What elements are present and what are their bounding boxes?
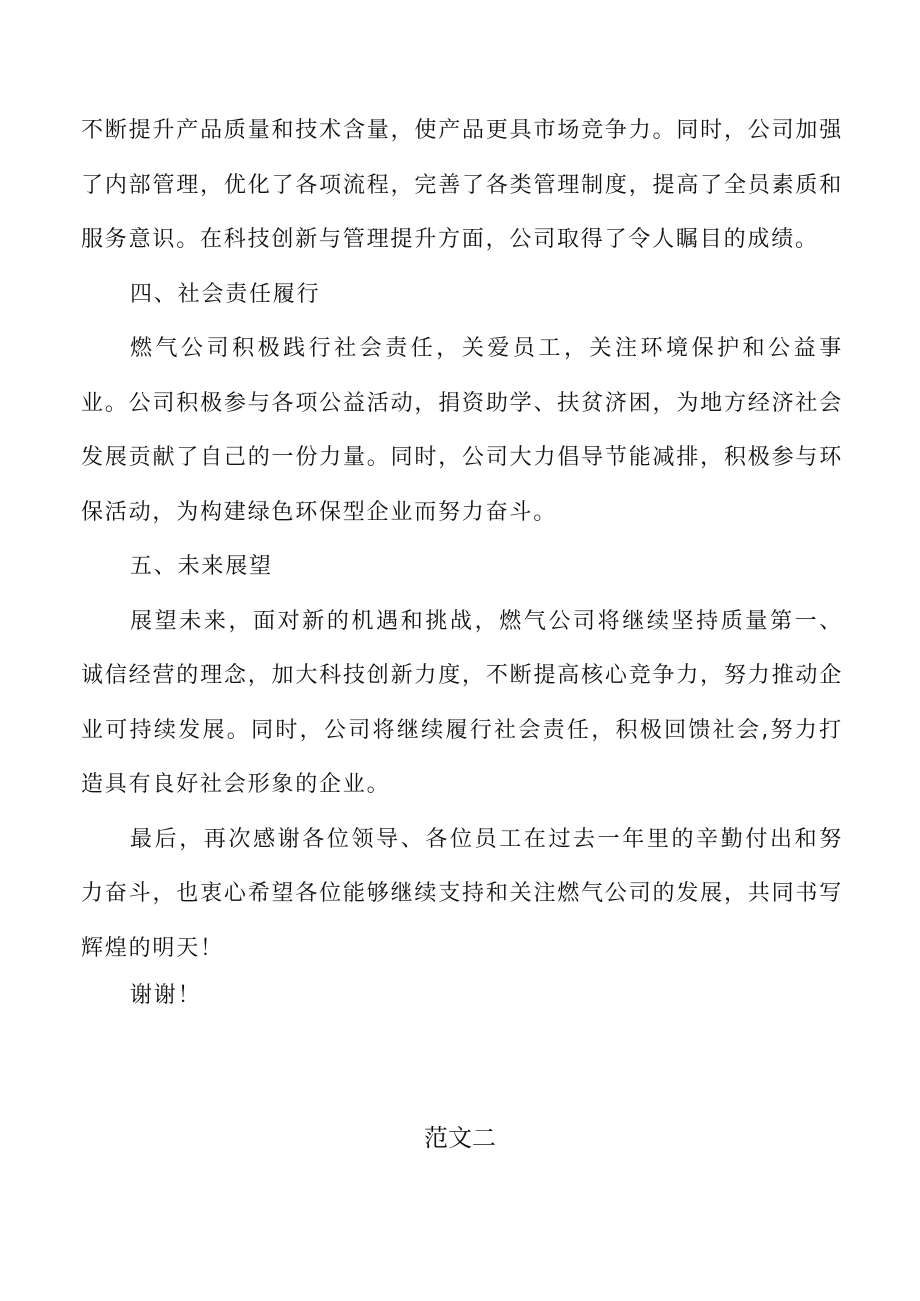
paragraph-future-outlook: 展望未来，面对新的机遇和挑战，燃气公司将继续坚持质量第一、诚信经营的理念，加大科技创新力度，不断提高核心竞争力，努力推动企业可持续发展。同时，公司将继续履行社会责任，积极回馈社会,努力打造具有良好社会形象的企业。 (81, 608, 843, 797)
paragraph-thank-you: 谢谢！ (130, 983, 202, 1008)
paragraph-closing-thanks: 最后，再次感谢各位领导、各位员工在过去一年里的辛勤付出和努力奋斗，也衷心希望各位能够继续支持和关注燃气公司的发展，共同书写辉煌的明天！ (81, 826, 843, 961)
sample-two-title: 范文二 (424, 1124, 496, 1152)
section-heading-future-outlook: 五、未来展望 (130, 554, 273, 579)
paragraph-management: 不断提升产品质量和技术含量，使产品更具市场竞争力。同时，公司加强了内部管理，优化了各项流程，完善了各类管理制度，提高了全员素质和服务意识。在科技创新与管理提升方面，公司取得了令人瞩目的成绩。 (81, 118, 843, 252)
document-body (81, 104, 843, 1020)
section-heading-social-responsibility: 四、社会责任履行 (130, 281, 321, 307)
paragraph-social-responsibility: 燃气公司积极践行社会责任，关爱员工，关注环境保护和公益事业。公司积极参与各项公益活动，捐资助学、扶贫济困，为地方经济社会发展贡献了自己的一份力量。同时，公司大力倡导节能减排，积极参与环保活动，为构建绿色环保型企业而努力奋斗。 (81, 336, 843, 525)
